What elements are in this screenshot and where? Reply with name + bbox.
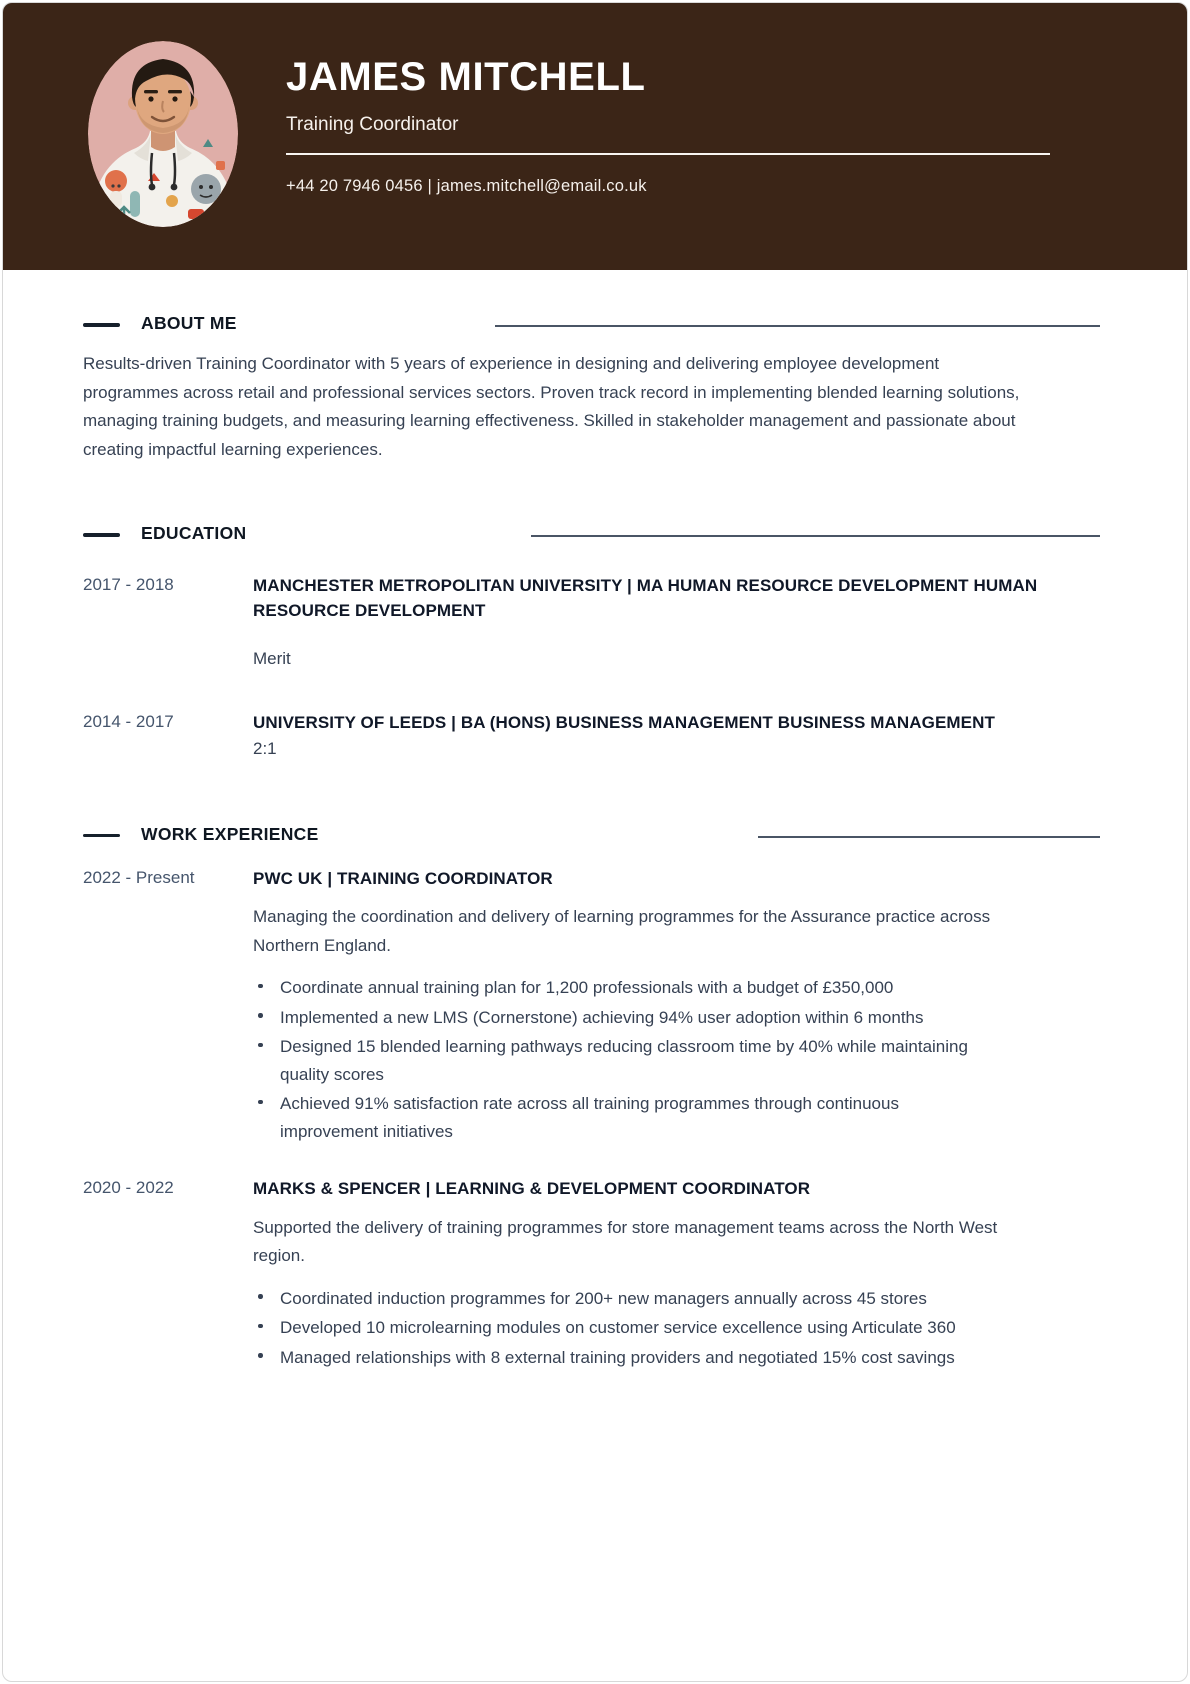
resume-header (3, 3, 1187, 270)
heading-rule (758, 836, 1100, 838)
person-job-title: Training Coordinator (286, 114, 459, 135)
header-divider (286, 153, 1050, 155)
work-entry-bullets (253, 1285, 1068, 1372)
education-grade: 2:1 (253, 738, 277, 758)
bullet-item: Coordinate annual training plan for 1,200 professionals with a budget of £350,000 (258, 974, 998, 1002)
bullet-item: Coordinated induction programmes for 200+ new managers annually across 45 stores (258, 1285, 998, 1313)
education-entry (83, 574, 1068, 669)
work-entry-bullets (253, 974, 1068, 1145)
contact-info: +44 20 7946 0456 | james.mitchell@email.co.uk (286, 177, 647, 195)
section-heading-work: WORK EXPERIENCE (141, 823, 319, 844)
entry-dates: 2014 - 2017 (83, 712, 174, 731)
section-heading-about: ABOUT ME (141, 313, 237, 333)
education-entry-title: MANCHESTER METROPOLITAN UNIVERSITY | MA HUMAN RESOURCE DEVELOPMENT HUMAN RESOURCE DEVELOPMENT (253, 576, 1038, 620)
work-entry-summary: Managing the coordination and delivery of learning programmes for the Assurance practice across Northern England. (253, 907, 991, 955)
section-about (83, 312, 1107, 464)
entry-content (253, 711, 1068, 759)
entry-dates: 2017 - 2018 (83, 575, 174, 594)
section-heading-row (83, 522, 1107, 548)
heading-rule (531, 535, 1100, 537)
heading-dash (83, 323, 120, 327)
heading-dash (83, 533, 120, 537)
education-entry-title: UNIVERSITY OF LEEDS | BA (HONS) BUSINESS MANAGEMENT BUSINESS MANAGEMENT (253, 713, 995, 732)
work-entry-title: MARKS & SPENCER | LEARNING & DEVELOPMENT COORDINATOR (253, 1179, 811, 1198)
section-heading-education: EDUCATION (141, 523, 247, 543)
section-heading-row (83, 823, 1107, 849)
section-heading-row (83, 312, 1107, 338)
bullet-item: Designed 15 blended learning pathways reducing classroom time by 40% while maintaining quality scores (258, 1033, 998, 1088)
resume-body (3, 312, 1187, 1373)
entry-content (253, 574, 1068, 669)
profile-photo-illustration (88, 41, 238, 227)
about-paragraph: Results-driven Training Coordinator with 5 years of experience in designing and delivering employee development programmes across retail and professional services sectors. Proven track record in implementing blended learning solutions, managing training budgets, and measuring learning effectiveness. Skilled in stakeholder management and passionate about creating impactful learning experiences. (83, 354, 1020, 459)
education-entries (83, 574, 1107, 759)
entry-dates: 2020 - 2022 (83, 1178, 174, 1197)
work-entries (83, 867, 1107, 1374)
profile-photo (88, 41, 238, 227)
heading-dash (83, 834, 120, 838)
work-entry-title: PWC UK | TRAINING COORDINATOR (253, 868, 553, 888)
work-entry-summary: Supported the delivery of training programmes for store management teams across the North West region. (253, 1217, 998, 1265)
section-education (83, 522, 1107, 759)
entry-content (253, 867, 1068, 1148)
work-entry (83, 1177, 1068, 1373)
bullet-item: Managed relationships with 8 external training providers and negotiated 15% cost savings (258, 1344, 998, 1372)
resume-page (2, 2, 1188, 1682)
section-work-experience (83, 823, 1107, 1374)
education-grade: Merit (253, 649, 291, 668)
heading-rule (495, 325, 1100, 327)
work-entry (83, 867, 1068, 1148)
entry-dates: 2022 - Present (83, 867, 195, 887)
header-text-block (286, 55, 1050, 196)
bullet-item: Developed 10 microlearning modules on customer service excellence using Articulate 360 (258, 1314, 998, 1342)
education-entry (83, 711, 1068, 759)
bullet-item: Achieved 91% satisfaction rate across all training programmes through continuous improvement initiatives (258, 1090, 998, 1145)
person-name: JAMES MITCHELL (286, 55, 646, 99)
bullet-item: Implemented a new LMS (Cornerstone) achieving 94% user adoption within 6 months (258, 1004, 998, 1032)
entry-content (253, 1177, 1068, 1373)
